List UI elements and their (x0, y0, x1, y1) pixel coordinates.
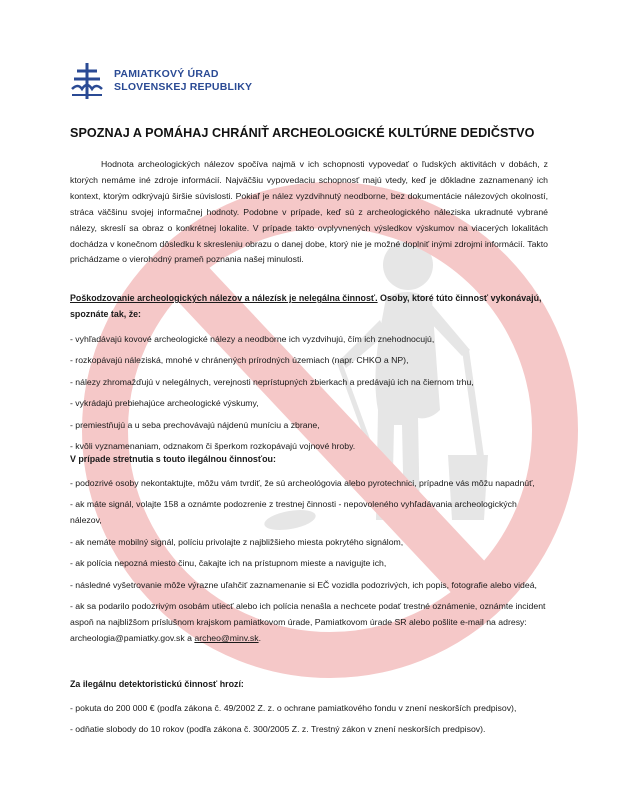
section2-list-item: - ak polícia nepozná miesto činu, čakajte ich na prístupnom mieste a navigujte ich, (70, 558, 387, 569)
section2-last-end: . (258, 632, 261, 643)
section1-list-item: - vyhľadávajú kovové archeologické nálezy a neodborne ich vyzdvihujú, čím ich znehodnocujú, (70, 334, 435, 344)
section2-list-item: - ak máte signál, volajte 158 a oznámte podozrenie z trestnej činnosti - nepovoleného vyhľadávania archeologických nálezov, (70, 499, 517, 526)
section1-list-item: - vykrádajú prebiehajúce archeologické výskumy, (70, 398, 259, 409)
org-header (70, 61, 252, 101)
section1-list-item: - nálezy zhromažďujú v nelegálnych, verejnosti neprístupných zbierkach a predávajú ich na čiernom trhu, (70, 376, 474, 387)
section1-lead: Poškodzovanie archeologických nálezov a nálezísk je nelegálna činnosť. (70, 293, 378, 303)
section1-list-item: - premiestňujú a u seba prechovávajú nájdenú muníciu a zbrane, (70, 419, 320, 430)
section2-list-item: - podozrivé osoby nekontaktujte, môžu vám tvrdiť, že sú archeológovia alebo pyrotechnici, prípadne vás môžu napadnúť, (70, 478, 535, 488)
section2-list-item: - ak nemáte mobilný signál, políciu privolajte z najbližšieho miesta pokrytého signálom, (70, 536, 404, 547)
section2-list-item: - následné vyšetrovanie môže výrazne uľahčiť zaznamenanie si EČ vozidla podozrivých, ich popis, fotografie alebo videá, (70, 579, 537, 590)
section2-heading: V prípade stretnutia s touto ilegálnou činnosťou: (70, 454, 276, 464)
org-name-line1: PAMIATKOVÝ ÚRAD (114, 68, 219, 80)
section3-list-item: - odňatie slobody do 10 rokov (podľa zákona č. 300/2005 Z. z. Trestný zákon v znení neskorších predpisov). (70, 724, 486, 735)
section1-list (70, 332, 548, 455)
section1-rest: Osoby, ktoré túto činnosť vykonávajú, spoznáte tak, že: (70, 293, 542, 319)
section2-list-item-last (70, 599, 548, 647)
document-title: SPOZNAJ A POMÁHAJ CHRÁNIŤ ARCHEOLOGICKÉ KULTÚRNE DEDIČSTVO (70, 126, 535, 140)
org-name (114, 68, 252, 94)
section3-list (70, 701, 548, 738)
org-name-line2: SLOVENSKEJ REPUBLIKY (114, 81, 253, 93)
section1-heading (70, 291, 548, 323)
section1-list-item: - rozkopávajú náleziská, mnohé v chránených prírodných územiach (napr. CHKO a NP), (70, 355, 409, 366)
section2-last-text: - ak sa podarilo podozrivým osobám utiecť alebo ich polícia nenašla a nechcete podať trestné oznámenie, oznámte incident aspoň na najbližšom príslušnom krajskom pamiatkovom úrade, Pamiatkovom úrade SR alebo pošlite e-mail na adresy: archeologia@pamiatky.gov.sk a (70, 600, 546, 643)
intro-paragraph: Hodnota archeologických nálezov spočíva najmä v ich schopnosti vypovedať o ľudských aktivitách v dobách, z ktorých nemáme iné zdroje informácií. Najväčšiu vypovedaciu schopnosť majú vtedy, keď je dôkladne zaznamenaný ich kontext, ktorým odkrývajú širšie súvislosti. Pokiaľ je nález vyzdvihnutý neodborne, bez dokumentácie nálezových okolností, stráca väčšinu svojej informačnej hodnoty. Podobne v prípade, keď sú z archeologického náleziska ukradnuté vybrané nálezy, skreslí sa obraz o konkrétnej lokalite. V prípade takto ovplyvnených výsledkov výskumov na viacerých lokalitách dochádza v konečnom dôsledku k skresleniu obrazu o danej dobe, ktorý nie je možné doplniť inými zdrojmi informácií. Takto prichádzame o vierohodný prameň poznania našej minulosti. (70, 159, 548, 265)
section1-list-item: - kvôli vyznamenaniam, odznakom či šperkom rozkopávajú vojnové hroby. (70, 441, 356, 452)
section2-list (70, 476, 548, 647)
section3-heading: Za ilegálnu detektoristickú činnosť hrozí: (70, 679, 244, 689)
pamiatkovy-urad-logo-icon (70, 61, 104, 101)
section3-list-item: - pokuta do 200 000 € (podľa zákona č. 49/2002 Z. z. o ochrane pamiatkového fondu v znení neskorších predpisov), (70, 703, 517, 713)
email-link-archeo-minv[interactable]: archeo@minv.sk (194, 632, 259, 643)
